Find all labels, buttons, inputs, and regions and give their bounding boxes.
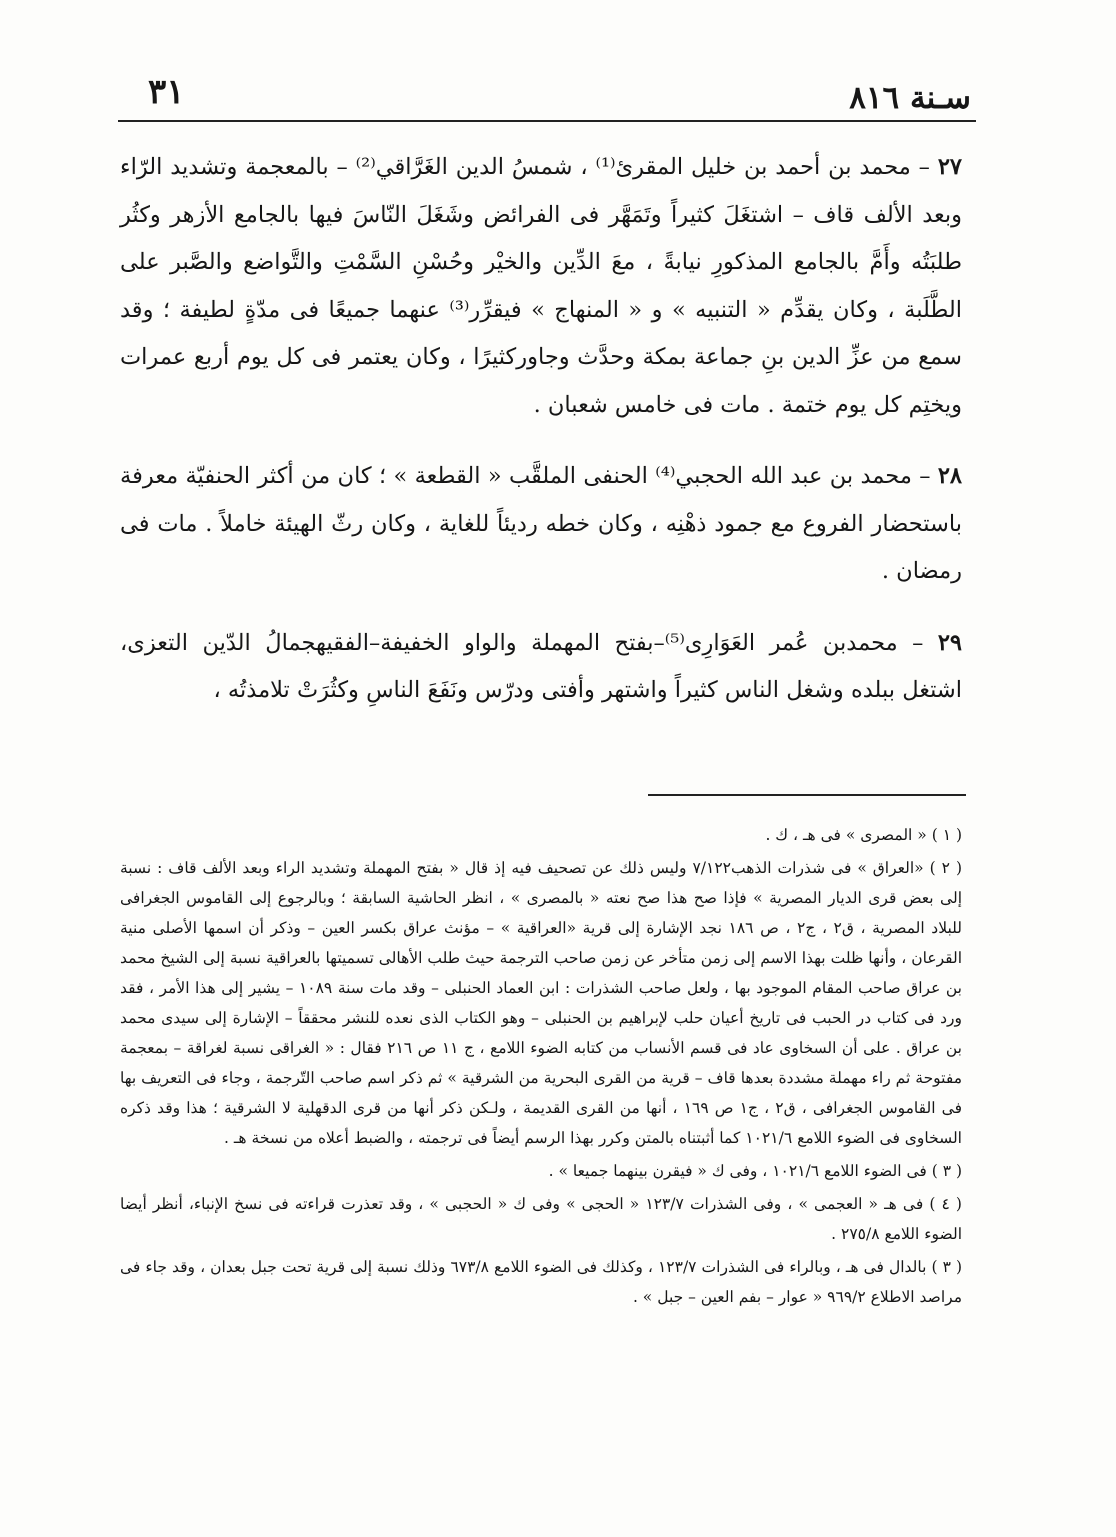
biography-entry [120, 453, 962, 596]
entry-text: – محمدبن عُمر العَوَارِى⁽⁵⁾–بفتح المهملة والواو الخفيفة–الفقيهجمالُ الدّين التعزى، اشتغل ببلده وشغل الناس كثيراً واشتهر وأفتى ودرّس ونَفَعَ الناسِ وكثُرَتْ تلامذتُه ، [120, 629, 962, 703]
entry-number: ٢٨ [937, 463, 963, 489]
footnote: ( ٣ ) بالدال فى هـ ، وبالراء فى الشذرات ١٢٣/٧ ، وكذلك فى الضوء اللامع ٦٧٣/٨ وذلك نسبة إلى قرية تحت جبل بعدان ، وقد جاء فى مراصد الاطلاع ٩٦٩/٢ « عوار – بفم العين – جبل » . [120, 1258, 963, 1306]
footnotes [120, 820, 962, 1315]
biography-entry [120, 620, 962, 715]
footnote: ( ٣ ) فى الضوء اللامع ١٠٢١/٦ ، وفى ك « فيقرن بينهما جميعا » . [548, 1162, 962, 1180]
entry-number: ٢٩ [937, 629, 962, 656]
header-rule [118, 120, 976, 122]
page-number: ٣١ [148, 72, 185, 112]
page-header [118, 68, 971, 118]
main-text [120, 144, 962, 739]
footnote: ( ٢ ) «العراق » فى شذرات الذهب٧/١٢٢ وليس ذلك عن تصحيف فيه إذ قال « بفتح المهملة وتشديد الراء وبعد الألف قاف : نسبة إلى بعض قرى الديار المصرية » فإذا صح هذا صح نعته « بالمصرى » ، انظر الحاشية السابقة ؛ وبالرجوع إلى القاموس الجغرافى للبلاد المصرية ، ق٢ ، ج٢ ، ص ١٨٦ نجد الإشارة إلى قرية «العراقية » – مؤنث عراق بكسر العين – وذكر أن اسمها الأصلى منية القرعان ، وأنها ظلت بهذا الاسم إلى زمن متأخر عن زمن صاحب الترجمة حيث طلب الأهالى تسميتها بالعراقية نسبة إلى الشيخ محمد بن عراق صاحب المقام الموجود بها ، ولعل صاحب الشذرات : ابن العماد الحنبلى – وقد مات سنة ١٠٨٩ – يشير إلى هذا الأمر ، فقد ورد فى كتاب در الحبب فى تاريخ أعيان حلب لإبراهيم بن الحنبلى – وهو الكتاب الذى نعده للنشر محققاً – الإشارة إلى سيدى محمد بن عراق . على أن السخاوى عاد فى قسم الأنساب من كتابه الضوء اللامع ، ج ١١ ص ٢١٦ فقال : « الغراقى نسبة لغراقة – بمعجمة مفتوحة ثم راء مهملة مشددة بعدها قاف – قرية من القرى البحرية من الشرقية » ثم ذكر اسم صاحب التّرجمة ، وجاء فى التعريف بها فى القاموس الجغرافى ، ق٢ ، ج١ ص ١٦٩ ، أنها من القرى القديمة ، ولـكن ذكر أنها من قرى الدقهلية لا الشرقية ؛ هذا وقد ذكره السخاوى فى الضوء اللامع ١٠٢١/٦ كما أثبتناه بالمتن وكرر بهذا الرسم أيضاً فى ترجمته ، والضبط أعلاه من نسخة هـ . [120, 859, 962, 1147]
running-head-year: سـنة ٨١٦ [849, 80, 971, 116]
entry-text: – محمد بن أحمد بن خليل المقرئ⁽¹⁾ ، شمسُ الدين الغَرَّاقي⁽²⁾ – بالمعجمة وتشديد الرّاء وبعد الألف قاف – اشتغَلَ كثيراً وتَمَهَّر فى الفرائض وشَغَلَ النّاسَ فيها بالجامع الأزهر وكثُر طلبَتُه وأَمَّ بالجامع المذكورِ نيابةً ، معَ الدِّين والخيْر وحُسْنِ السَّمْتِ والتَّواضع والصَّبر على الطَّلَبة ، وكان يقدِّم « التنبيه » و « المنهاج » فيقرِّر⁽³⁾ عنهما جميعًا فى مدّةٍ لطيفة ؛ وقد سمع من عزِّ الدين بنِ جماعة بمكة وحدَّث وجاوركثيرًا ، وكان يعتمر فى كل يوم أربع عمرات ويختِم كل يوم ختمة . مات فى خامس شعبان . [120, 154, 962, 418]
entry-text: – محمد بن عبد الله الحجبي⁽⁴⁾ الحنفى الملقَّب « القطعة » ؛ كان من أكثر الحنفيّة معرفة باستحضار الفروع مع جمود ذهْنِه ، وكان خطه رديئاً للغاية ، وكان رثّ الهيئة خاملاً . مات فى رمضان . [120, 463, 962, 584]
footnote: ( ٤ ) فى هـ « العجمى » ، وفى الشذرات ١٢٣/٧ « الحجى » وفى ك « الحجبى » ، وقد تعذرت قراءته فى نسخ الإنباء، أنظر أيضا الضوء اللامع ٢٧٥/٨ . [120, 1195, 962, 1243]
entry-number: ٢٧ [937, 154, 962, 180]
biography-entry [120, 144, 962, 429]
footnote: ( ١ ) « المصرى » فى هـ ، ك . [765, 826, 962, 844]
footnote-separator [648, 794, 966, 796]
